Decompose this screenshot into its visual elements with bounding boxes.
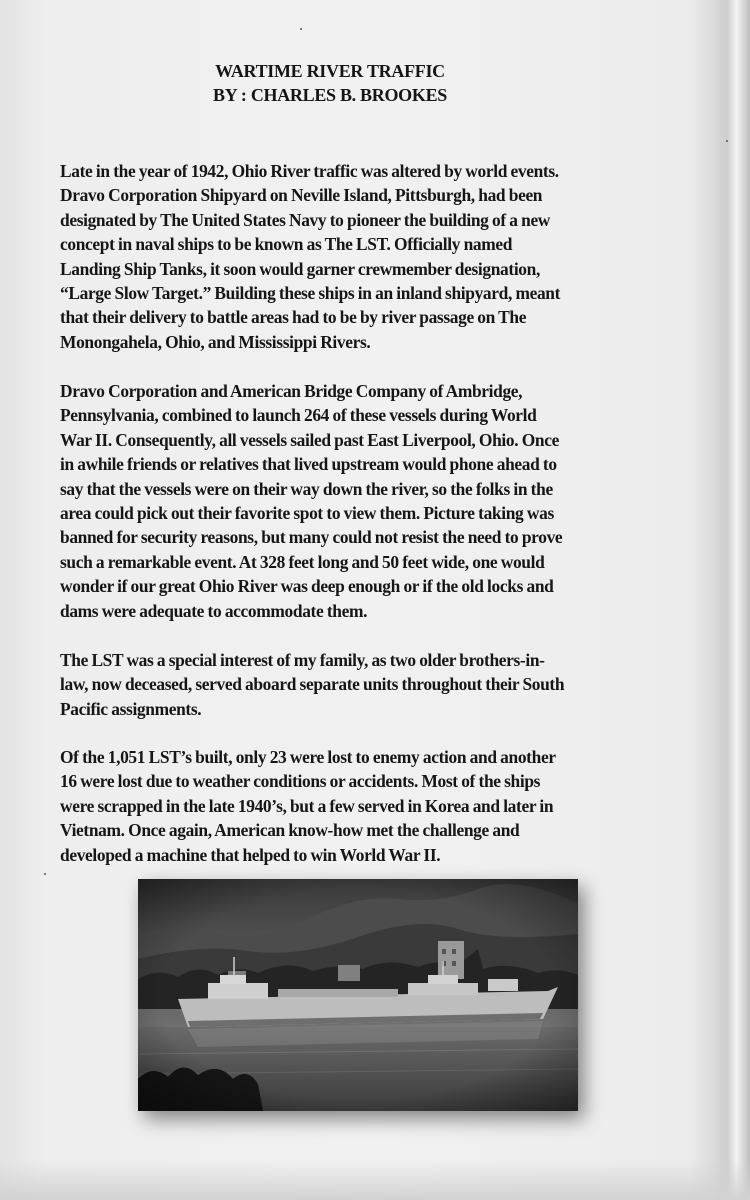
paragraph-4 [60, 745, 700, 867]
page-binding-shadow [716, 0, 750, 1200]
lst-ship-photo [138, 879, 578, 1111]
text-line: The LST was a special interest of my family, as two older brothers-in- [60, 650, 545, 670]
text-line: Of the 1,051 LST’s built, only 23 were lost to enemy action and another [60, 747, 556, 767]
page-bottom-shadow [0, 1160, 750, 1200]
article-title: WARTIME RIVER TRAFFIC [215, 61, 445, 81]
text-line: banned for security reasons, but many could not resist the need to prove [60, 527, 563, 548]
text-line: 16 were lost due to weather conditions or accidents. Most of the ships [60, 771, 541, 792]
text-line: that their delivery to battle areas had to be by river passage on The [60, 307, 527, 328]
text-line: Pennsylvania, combined to launch 264 of these vessels during World [60, 405, 537, 426]
article-byline: BY : CHARLES B. BROOKES [213, 85, 447, 105]
scan-speck [300, 28, 302, 30]
photo-graphic [138, 879, 578, 1111]
text-line: area could pick out their favorite spot to view them. Picture taking was [60, 503, 554, 524]
paragraph-1 [60, 159, 700, 354]
text-line: say that the vessels were on their way down the river, so the folks in the [60, 478, 553, 499]
text-line: Dravo Corporation and American Bridge Company of Ambridge, [60, 381, 523, 401]
text-line: Late in the year of 1942, Ohio River traffic was altered by world events. [60, 161, 559, 181]
text-line: wonder if our great Ohio River was deep enough or if the old locks and [60, 576, 554, 597]
text-line: Vietnam. Once again, American know-how met the challenge and [60, 820, 520, 841]
text-line: Monongahela, Ohio, and Mississippi Rivers. [60, 331, 371, 352]
text-line: law, now deceased, served aboard separate units throughout their South [60, 674, 565, 695]
paragraph-3 [60, 648, 700, 721]
text-line: developed a machine that helped to win World War II. [60, 844, 441, 865]
text-line: were scrapped in the late 1940’s, but a few served in Korea and later in [60, 795, 554, 816]
text-line: Pacific assignments. [60, 698, 202, 719]
text-line: in awhile friends or relatives that lived upstream would phone ahead to [60, 454, 557, 475]
scan-speck [44, 873, 46, 875]
text-line: War II. Consequently, all vessels sailed past East Liverpool, Ohio. Once [60, 429, 559, 450]
text-line: designated by The United States Navy to pioneer the building of a new [60, 209, 551, 230]
text-line: such a remarkable event. At 328 feet long and 50 feet wide, one would [60, 551, 545, 572]
text-line: Landing Ship Tanks, it soon would garner crewmember designation, [60, 258, 540, 279]
text-line: “Large Slow Target.” Building these ships in an inland shipyard, meant [60, 283, 561, 304]
text-line: concept in naval ships to be known as The LST. Officially named [60, 234, 513, 255]
text-line: Dravo Corporation Shipyard on Neville Island, Pittsburgh, had been [60, 185, 543, 206]
text-line: dams were adequate to accommodate them. [60, 600, 368, 621]
paragraph-2 [60, 379, 700, 623]
scan-speck [726, 140, 728, 142]
